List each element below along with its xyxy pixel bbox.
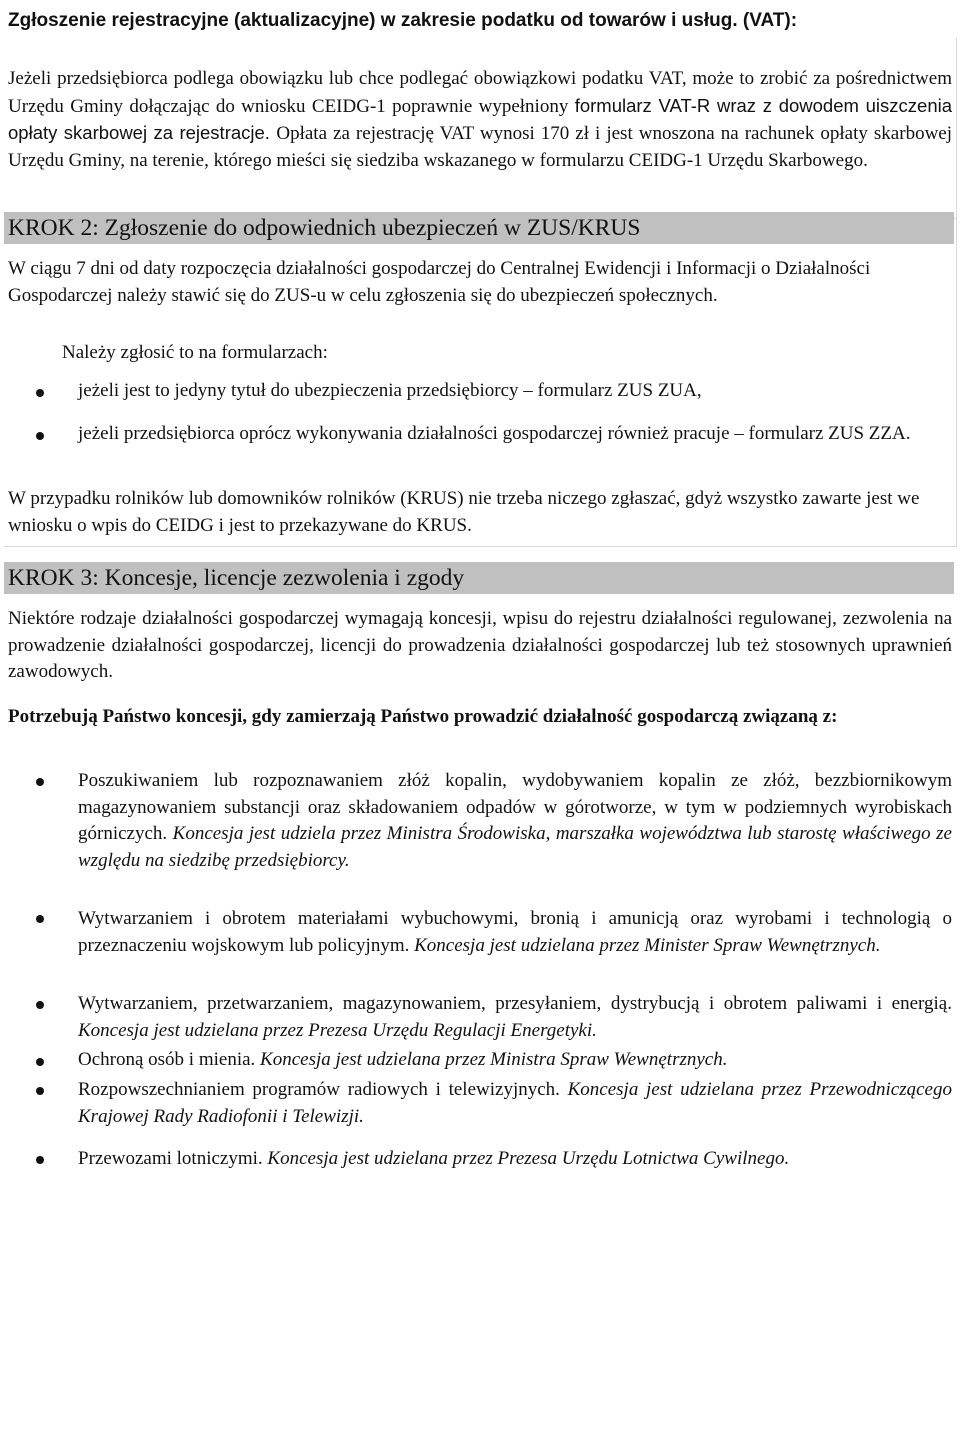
krok2-lead: Należy zgłosić to na formularzach: (62, 342, 328, 363)
krok2-heading: KROK 2: Zgłoszenie do odpowiednich ubezpieczeń w ZUS/KRUS (4, 212, 954, 244)
krok3-item-1 (78, 768, 952, 874)
bullet-icon (36, 1058, 44, 1066)
krok3-item-5 (78, 1077, 952, 1130)
krok3-item-1-authority: Koncesja jest udziela przez Ministra Środowiska, marszałka województwa lub starostę właściwego ze względu na siedzibę przedsiębiorcy. (78, 823, 952, 871)
bullet-icon (36, 778, 44, 786)
krok3-item-2-authority: Koncesja jest udzielana przez Minister Spraw Wewnętrznych. (414, 934, 881, 956)
krok3-item-4-text: Ochroną osób i mienia. (78, 1049, 261, 1070)
krok3-item-6 (78, 1146, 952, 1173)
krok3-item-2 (78, 906, 952, 959)
krok3-intro: Niektóre rodzaje działalności gospodarczej wymagają koncesji, wpisu do rejestru działalności regulowanej, zezwolenia na prowadzenie działalności gospodarczej, licencji do prowadzenia działalności gospodarczej lub też stosownych uprawnień zawodowych. (8, 608, 952, 682)
krok3-item-1-text: Poszukiwaniem lub rozpoznawaniem złóż kopalin, wydobywaniem kopalin ze złóż, bezzbiornikowym magazynowaniem substancji oraz składowaniem odpadów w górotworze, w tym w podziemnych wyrobiskach górniczych. (78, 770, 952, 844)
krok3-item-3-text: Wytwarzaniem, przetwarzaniem, magazynowaniem, przesyłaniem, dystrybucją i obrotem paliwami i energią. (78, 993, 952, 1014)
krok3-item-5-text: Rozpowszechnianiem programów radiowych i telewizyjnych. (78, 1079, 568, 1100)
vat-paragraph-1-serif: Jeżeli przedsiębiorca podlega obowiązku lub chce podlegać obowiązkowi podatku VAT, może to zrobić za pośrednictwem Urzędu Gminy dołączając do wniosku CEIDG-1 poprawnie wypełniony (8, 68, 952, 117)
krok3-item-4-authority: Koncesja jest udzielana przez Ministra Spraw Wewnętrznych. (260, 1049, 728, 1070)
krok2-krus-note: W przypadku rolników lub domowników rolników (KRUS) nie trzeba niczego zgłaszać, gdyż wszystko zawarte jest we wniosku o wpis do CEIDG i jest to przekazywane do KRUS. (8, 488, 920, 536)
krok2-bullet-2: jeżeli przedsiębiorca oprócz wykonywania działalności gospodarczej również pracuje – formularz ZUS ZZA. (78, 423, 911, 444)
krok2-section-box (4, 212, 957, 547)
vat-section-title: Zgłoszenie rejestracyjne (aktualizacyjne) w zakresie podatku od towarów i usług. (VAT): (8, 10, 798, 31)
krok3-item-3-authority: Koncesja jest udzielana przez Prezesa Urzędu Regulacji Energetyki. (78, 1019, 597, 1041)
bullet-icon (36, 1001, 44, 1009)
krok3-lead: Potrzebują Państwo koncesji, gdy zamierzają Państwo prowadzić działalność gospodarczą związaną z: (8, 706, 838, 727)
krok3-heading: KROK 3: Koncesje, licencje zezwolenia i zgody (4, 562, 954, 594)
krok3-item-6-text: Przewozami lotniczymi. (78, 1148, 268, 1169)
vat-paragraph-1-rest: Opłata za rejestrację VAT wynosi 170 zł i jest wnoszona na rachunek opłaty skarbowej Urzędu Gminy, na terenie, którego mieści się siedziba wskazanego w formularzu CEIDG-1 Urzędu Skarbowego. (8, 123, 952, 171)
bullet-icon (36, 915, 44, 923)
vat-paragraph-1 (8, 66, 952, 174)
krok2-bullet-1: jeżeli jest to jedyny tytuł do ubezpieczenia przedsiębiorcy – formularz ZUS ZUA, (78, 380, 702, 401)
krok3-item-5-authority: Koncesja jest udzielana przez Przewodniczącego Krajowej Rady Radiofonii i Telewizji. (78, 1079, 952, 1127)
vat-paragraph-1-sans: formularz VAT-R wraz z dowodem uiszczenia opłaty skarbowej za rejestracje. (8, 94, 953, 143)
krok2-intro: W ciągu 7 dni od daty rozpoczęcia działalności gospodarczej do Centralnej Ewidencji i Informacji o Działalności Gospodarczej należy stawić się do ZUS-u w celu zgłoszenia się do ubezpieczeń społecznych. (8, 258, 871, 306)
krok3-item-4 (78, 1047, 952, 1074)
krok3-item-6-authority: Koncesja jest udzielana przez Prezesa Urzędu Lotnictwa Cywilnego. (267, 1148, 790, 1169)
bullet-icon (36, 1156, 44, 1164)
krok3-item-2-text: Wytwarzaniem i obrotem materiałami wybuchowymi, bronią i amunicją oraz wyrobami i technologią o przeznaczeniu wojskowym lub policyjnym. (78, 908, 952, 956)
krok3-item-3 (78, 991, 952, 1044)
bullet-icon (36, 1087, 44, 1095)
